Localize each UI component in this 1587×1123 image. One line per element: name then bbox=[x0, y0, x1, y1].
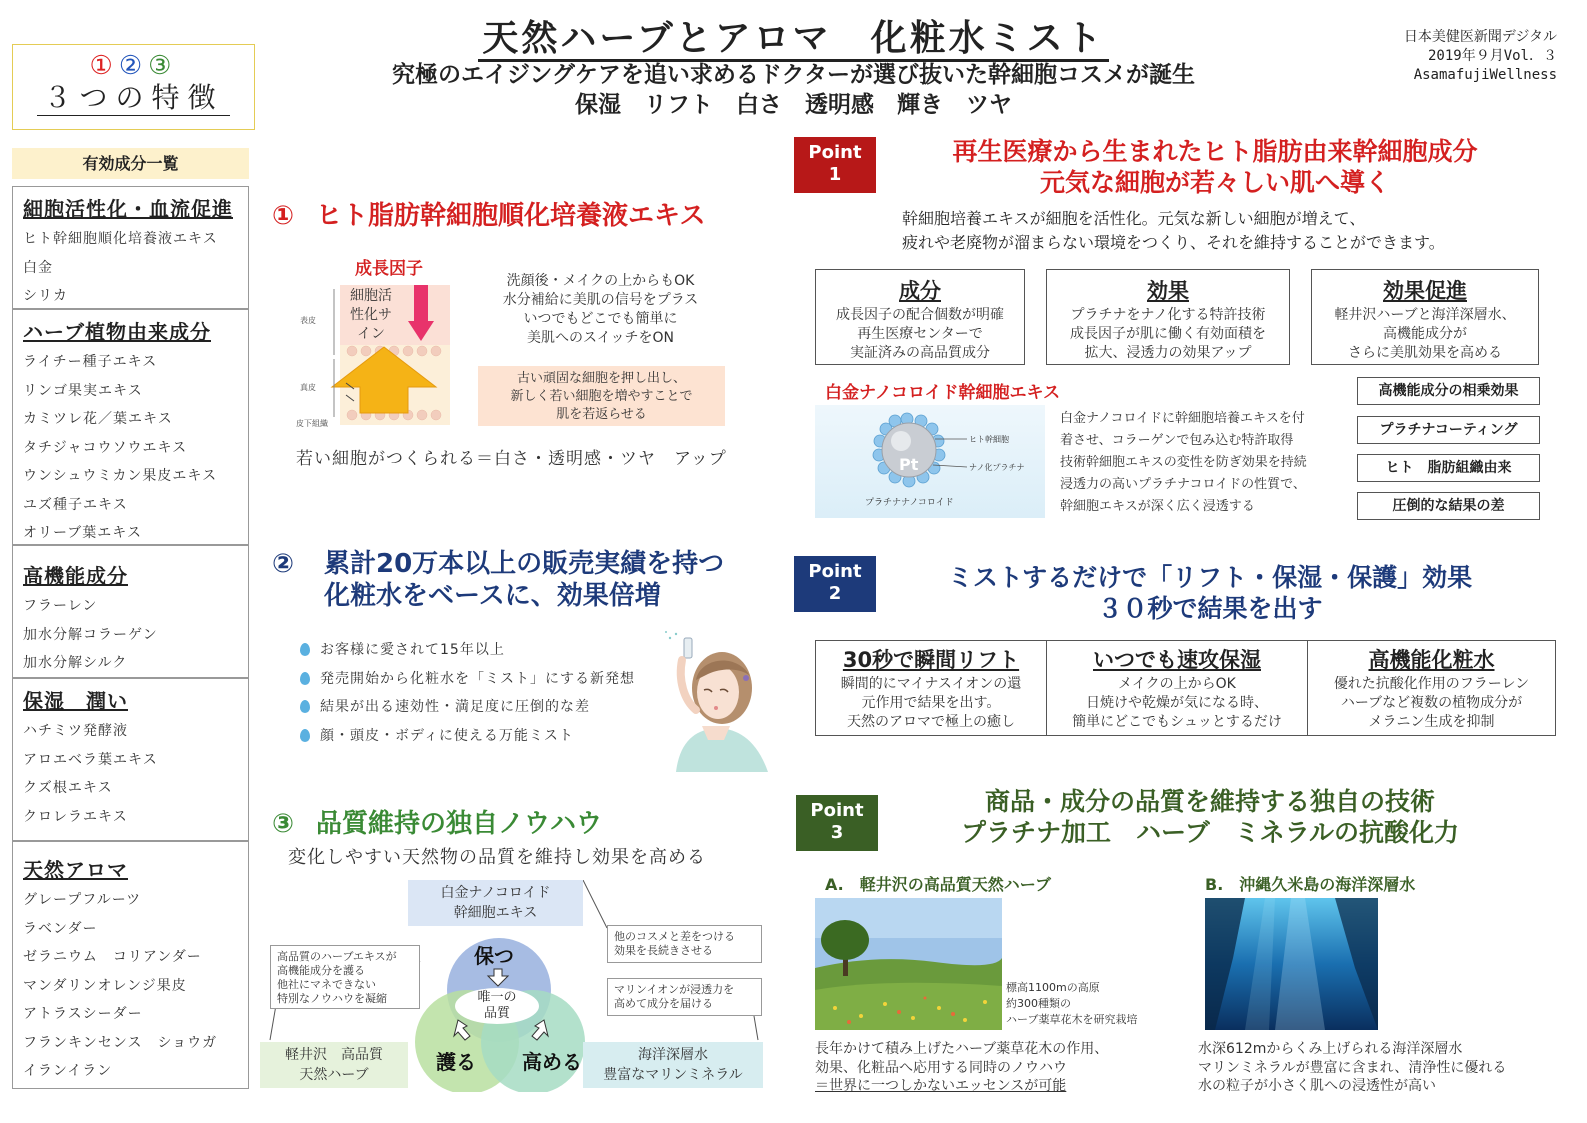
ingredient-item: ウンシュウミカン果皮エキス bbox=[23, 468, 218, 484]
card-line: 成長因子の配合個数が明確 bbox=[836, 307, 1004, 323]
section1-highlight-box bbox=[478, 366, 725, 426]
section3-title: 品質維持の独自ノウハウ bbox=[316, 809, 603, 839]
section3-number: ③ bbox=[272, 809, 295, 839]
point3-heading bbox=[915, 786, 1505, 848]
venn-right-note-1 bbox=[607, 925, 762, 963]
ingredient-group-aroma bbox=[12, 841, 249, 1089]
page-subtitle: 究極のエイジングケアを追い求めるドクターが選び抜いた幹細胞コスメが誕生 bbox=[391, 62, 1196, 88]
card-line: 実証済みの高品質成分 bbox=[850, 345, 990, 361]
description-line: 幹細胞培養エキスが細胞を活性化。元気な新しい細胞が増えて、 bbox=[902, 209, 1366, 228]
box-line: 軽井沢 高品質 bbox=[285, 1047, 383, 1063]
card-line: 瞬間的にマイナスイオンの還 bbox=[840, 676, 1022, 692]
text-line: 水の粒子が小さく肌への浸透性が高い bbox=[1198, 1078, 1436, 1094]
caption-line: 標高1100mの高原 bbox=[1006, 981, 1100, 994]
ingredient-item: 加水分解シルク bbox=[23, 655, 128, 671]
box-line: 天然ハーブ bbox=[299, 1067, 369, 1083]
ingredient-item: アロエベラ葉エキス bbox=[23, 751, 158, 768]
ingredient-item: ラベンダー bbox=[23, 920, 98, 937]
note-line: 高品質のハーブエキスが bbox=[277, 950, 397, 963]
list-item-text: 顔・頭皮・ボディに使える万能ミスト bbox=[320, 727, 574, 744]
description-line: 幹細胞エキスが深く広く浸透する bbox=[1060, 499, 1255, 514]
description-line: 浸透力の高いプラチナコロイドの性質で、 bbox=[1060, 477, 1306, 492]
point3-a-title: A. 軽井沢の高品質天然ハーブ bbox=[825, 875, 1051, 894]
list-item-text: 発売開始から化粧水を「ミスト」にする新発想 bbox=[320, 670, 635, 687]
box-line: 豊富なマリンミネラル bbox=[603, 1067, 743, 1083]
ingredient-item: ゼラニウム コリアンダー bbox=[23, 949, 202, 965]
description-line: 水分補給に美肌の信号をプラス bbox=[502, 292, 699, 308]
venn-label-keep: 保つ bbox=[474, 944, 514, 968]
note-line: 他のコスメと差をつける bbox=[614, 930, 735, 943]
card-title: 30秒で瞬間リフト bbox=[842, 648, 1020, 672]
ocean-photo bbox=[1205, 898, 1378, 1030]
ingredient-group-title: 高機能成分 bbox=[23, 564, 128, 588]
card-line: 優れた抗酸化作用のフラーレン bbox=[1333, 676, 1530, 692]
venn-top-line: 白金ナノコロイド bbox=[440, 885, 551, 901]
card-line: メラニン生成を抑制 bbox=[1368, 714, 1495, 730]
card-title: 成分 bbox=[899, 279, 941, 303]
note-line: 特別なノウハウを凝縮 bbox=[277, 992, 387, 1005]
publisher-brand: AsamafujiWellness bbox=[1413, 67, 1557, 83]
feature-num-1: ① bbox=[89, 51, 119, 81]
point1-card-promotion bbox=[1311, 269, 1539, 365]
list-item bbox=[300, 669, 635, 698]
venn-label-enhance: 高める bbox=[522, 1050, 582, 1074]
venn-center-line: 品質 bbox=[483, 1006, 510, 1021]
ingredient-item: タチジャコウソウエキス bbox=[23, 439, 188, 456]
highlight-line: 新しく若い細胞を増やすことで bbox=[510, 389, 693, 404]
features-label: ３つの特徴 bbox=[37, 81, 229, 116]
subcutis-label: 皮下組織 bbox=[296, 419, 328, 428]
point2-cards bbox=[815, 640, 1556, 736]
badge-number: 1 bbox=[828, 164, 842, 185]
venn-left-note bbox=[270, 945, 420, 1009]
text-line: ＝世界に一つしかないエッセンスが可能 bbox=[815, 1078, 1067, 1094]
list-item bbox=[300, 726, 635, 755]
card-line: 天然のアロマで極上の癒し bbox=[847, 714, 1015, 730]
badge-number: 2 bbox=[828, 583, 842, 604]
card-line: 簡単にどこでもシュッとするだけ bbox=[1072, 714, 1282, 730]
ingredients-heading: 有効成分一覧 bbox=[12, 148, 249, 179]
ingredient-group-title: 細胞活性化・血流促進 bbox=[23, 197, 233, 221]
card-line: 元作用で結果を出す。 bbox=[861, 695, 1001, 711]
ingredient-group-title: 天然アロマ bbox=[23, 858, 128, 882]
ingredient-item: マンダリンオレンジ果皮 bbox=[23, 977, 187, 994]
epidermis-label: 表皮 bbox=[300, 316, 316, 325]
woman-misting-illustration bbox=[656, 630, 774, 772]
meadow-photo bbox=[815, 898, 1002, 1030]
ingredient-item: オリーブ葉エキス bbox=[23, 525, 143, 541]
dermis-label: 真皮 bbox=[300, 383, 316, 392]
point2-card-moisture bbox=[1047, 641, 1308, 735]
badge-label: Point bbox=[808, 561, 862, 582]
point3-b-text bbox=[1198, 1040, 1506, 1096]
ingredient-item: ライチー種子エキス bbox=[23, 354, 158, 370]
box-line: 海洋深層水 bbox=[638, 1047, 708, 1063]
note-line: 他社にマネできない bbox=[277, 978, 376, 991]
section1-title: ヒト脂肪幹細胞順化培養液エキス bbox=[316, 201, 706, 231]
ingredient-group-herb bbox=[12, 309, 249, 545]
card-line: プラチナをナノ化する特許技術 bbox=[1070, 307, 1266, 323]
note-line: 高めて成分を届ける bbox=[614, 997, 713, 1010]
card-title: 高機能化粧水 bbox=[1368, 648, 1495, 672]
venn-bottom-right-box bbox=[583, 1042, 763, 1088]
card-title: 効果 bbox=[1147, 279, 1189, 303]
card-line: 高機能成分が bbox=[1383, 326, 1467, 342]
point1-heading bbox=[905, 136, 1525, 198]
section1-description bbox=[478, 272, 723, 348]
description-line: 美肌へのスイッチをON bbox=[527, 330, 674, 346]
description-line: 疲れや老廃物が溜まらない環境をつくり、それを維持することができます。 bbox=[902, 233, 1445, 252]
point3-a-text bbox=[815, 1040, 1108, 1096]
section2-title-line: 累計20万本以上の販売実績を持つ bbox=[324, 549, 725, 579]
ingredient-group-moisture bbox=[12, 678, 249, 841]
section1-result: 若い細胞がつくられる＝白さ・透明感・ツヤ アップ bbox=[296, 449, 727, 469]
list-item-text: 結果が出る速効性・満足度に圧倒的な差 bbox=[320, 699, 590, 715]
pt-label-nano: ナノ化プラチナ bbox=[969, 463, 1025, 472]
venn-bottom-left-box bbox=[260, 1042, 408, 1088]
card-line: メイクの上からOK bbox=[1118, 676, 1236, 692]
growth-factor-label: 成長因子 bbox=[355, 259, 423, 279]
ingredient-item: グレープフルーツ bbox=[23, 892, 142, 908]
note-line: 高機能成分を護る bbox=[277, 964, 365, 977]
badge-number: 3 bbox=[830, 822, 844, 843]
section1-number: ① bbox=[272, 201, 295, 231]
ingredient-item: リンゴ果実エキス bbox=[23, 382, 143, 399]
card-line: さらに美肌効果を高める bbox=[1348, 345, 1502, 361]
heading-line: プラチナ加工 ハーブ ミネラルの抗酸化力 bbox=[960, 818, 1459, 847]
description-line: 白金ナノコロイドに幹細胞培養エキスを付 bbox=[1060, 411, 1305, 426]
ingredient-group-cell bbox=[12, 186, 249, 309]
pt-label-colloid: プラチナナノコロイド bbox=[865, 498, 954, 508]
keywords-line: 保湿 リフト 白さ 透明感 輝き ツヤ bbox=[575, 92, 1012, 118]
ingredient-item: イランイラン bbox=[23, 1063, 113, 1079]
heading-line: ３０秒で結果を出す bbox=[1097, 594, 1323, 623]
point3-b-title: B. 沖縄久米島の海洋深層水 bbox=[1205, 875, 1416, 894]
card-line: 拡大、浸透力の効果アップ bbox=[1084, 345, 1252, 361]
point2-badge bbox=[794, 556, 876, 612]
water-drop-icon bbox=[300, 700, 310, 713]
ingredient-item: アトラスシーダー bbox=[23, 1006, 143, 1022]
section2-list bbox=[300, 640, 635, 754]
section3-heading bbox=[272, 803, 602, 840]
point1-badge bbox=[794, 137, 876, 193]
ingredient-item: クロレラエキス bbox=[23, 808, 128, 825]
ingredient-item: クズ根エキス bbox=[23, 780, 113, 796]
venn-center-label bbox=[462, 990, 532, 1022]
feature-numbers bbox=[13, 51, 254, 81]
card-body bbox=[1308, 675, 1555, 732]
card-title: いつでも速攻保湿 bbox=[1093, 648, 1261, 672]
point1-card-effect bbox=[1046, 269, 1290, 365]
platinum-heading: 白金ナノコロイド幹細胞エキス bbox=[825, 383, 1061, 403]
ingredient-item: 白金 bbox=[23, 259, 53, 276]
card-body bbox=[1047, 306, 1289, 363]
card-body bbox=[1047, 675, 1307, 732]
badge-label: Point bbox=[810, 800, 864, 821]
features-box bbox=[12, 44, 255, 130]
card-body bbox=[816, 675, 1046, 732]
note-line: マリンイオンが浸透力を bbox=[614, 983, 735, 996]
pt-symbol: Pt bbox=[899, 455, 919, 474]
caption-line: ハーブ薬草花木を研究栽培 bbox=[1006, 1013, 1138, 1026]
venn-top-box bbox=[408, 880, 583, 926]
list-item bbox=[300, 640, 635, 669]
ingredient-item: フラーレン bbox=[23, 598, 98, 614]
point2-card-lotion bbox=[1308, 641, 1555, 735]
platinum-description bbox=[1060, 408, 1345, 518]
ingredient-group-functional bbox=[12, 545, 249, 678]
cell-activation-sign: 細胞活性化サイン bbox=[350, 288, 392, 342]
text-line: 長年かけて積み上げたハーブ薬草花木の作用、 bbox=[815, 1041, 1109, 1057]
section3-subtitle: 変化しやすい天然物の品質を維持し効果を高める bbox=[288, 847, 706, 868]
pt-label-stem: ヒト幹細胞 bbox=[969, 435, 1009, 444]
tag-overwhelming-result: 圧倒的な結果の差 bbox=[1357, 492, 1540, 520]
feature-num-3: ③ bbox=[148, 51, 178, 81]
tag-human-adipose: ヒト 脂肪組織由来 bbox=[1357, 454, 1540, 482]
badge-label: Point bbox=[808, 142, 862, 163]
point1-card-ingredient bbox=[815, 269, 1025, 365]
point3-badge bbox=[796, 795, 878, 851]
section2-title bbox=[324, 548, 754, 612]
heading-line: 再生医療から生まれたヒト脂肪由来幹細胞成分 bbox=[952, 137, 1478, 166]
venn-top-line: 幹細胞エキス bbox=[453, 905, 538, 921]
section2-number: ② bbox=[272, 549, 295, 579]
venn-label-protect: 護る bbox=[436, 1050, 476, 1074]
meadow-caption bbox=[1006, 980, 1137, 1028]
section2-title-line: 化粧水をベースに、効果倍増 bbox=[324, 581, 661, 611]
description-line: 洗顔後・メイクの上からもOK bbox=[506, 273, 695, 289]
ingredient-item: 加水分解コラーゲン bbox=[23, 626, 158, 643]
ingredient-item: カミツレ花／葉エキス bbox=[23, 411, 173, 427]
heading-line: 商品・成分の品質を維持する独自の技術 bbox=[984, 787, 1435, 816]
highlight-line: 古い頑固な細胞を押し出し、 bbox=[516, 371, 686, 386]
feature-num-2: ② bbox=[118, 51, 149, 81]
heading-line: 元気な細胞が若々しい肌へ導く bbox=[1039, 168, 1390, 197]
text-line: 効果、化粧品へ応用する同時のノウハウ bbox=[815, 1059, 1067, 1076]
description-line: 着させ、コラーゲンで包み込む特許取得 bbox=[1060, 433, 1294, 448]
note-line: 効果を長続きさせる bbox=[614, 944, 713, 957]
highlight-line: 肌を若返らせる bbox=[556, 407, 647, 422]
ingredient-item: ヒト幹細胞順化培養液エキス bbox=[23, 231, 218, 247]
card-line: 成長因子が肌に働く有効面積を bbox=[1070, 326, 1266, 342]
list-item-text: お客様に愛されて15年以上 bbox=[320, 642, 505, 658]
ingredient-group-title: 保湿 潤い bbox=[23, 689, 128, 713]
description-line: 技術幹細胞エキスの変性を防ぎ効果を持続 bbox=[1060, 455, 1307, 470]
water-drop-icon bbox=[300, 729, 310, 742]
ingredient-item: シリカ bbox=[23, 288, 68, 304]
venn-right-note-2 bbox=[607, 978, 762, 1016]
point1-description bbox=[902, 207, 1445, 255]
tag-synergy: 高機能成分の相乗効果 bbox=[1357, 377, 1540, 405]
point2-card-lift bbox=[816, 641, 1047, 735]
water-drop-icon bbox=[300, 672, 310, 685]
card-body bbox=[1312, 306, 1538, 363]
ingredient-item: フランキンセンス ショウガ bbox=[23, 1034, 218, 1051]
publisher-info bbox=[1404, 28, 1557, 85]
publisher-name: 日本美健医新聞デジタル bbox=[1403, 29, 1557, 45]
publisher-issue: 2019年９月Vol．３ bbox=[1427, 48, 1557, 64]
card-title: 効果促進 bbox=[1383, 279, 1467, 303]
text-line: マリンミネラルが豊富に含まれ、清浄性に優れる bbox=[1198, 1059, 1507, 1076]
venn-center-line: 唯一の bbox=[477, 990, 517, 1005]
tag-platinum-coating: プラチナコーティング bbox=[1357, 416, 1540, 444]
caption-line: 約300種類の bbox=[1006, 997, 1071, 1010]
ingredient-group-title: ハーブ植物由来成分 bbox=[23, 320, 211, 344]
card-line: 日焼けや乾燥が気になる時、 bbox=[1086, 695, 1268, 711]
ingredient-item: ハチミツ発酵液 bbox=[23, 723, 128, 739]
list-item bbox=[300, 697, 635, 726]
ingredient-item: ユズ種子エキス bbox=[23, 496, 128, 513]
description-line: いつでもどこでも簡単に bbox=[523, 311, 678, 327]
card-line: 軽井沢ハーブと海洋深層水、 bbox=[1334, 307, 1516, 323]
page-title: 天然ハーブとアロマ 化粧水ミスト bbox=[0, 10, 1587, 61]
card-line: ハーブなど複数の植物成分が bbox=[1340, 695, 1523, 711]
card-line: 再生医療センターで bbox=[857, 326, 983, 342]
point2-heading bbox=[900, 562, 1520, 624]
platinum-colloid-illustration bbox=[815, 405, 1045, 518]
water-drop-icon bbox=[300, 643, 310, 656]
section1-heading bbox=[272, 195, 706, 232]
text-line: 水深612mからくみ上げられる海洋深層水 bbox=[1198, 1041, 1463, 1057]
card-body bbox=[816, 306, 1024, 363]
heading-line: ミストするだけで「リフト・保湿・保護」効果 bbox=[947, 563, 1473, 592]
